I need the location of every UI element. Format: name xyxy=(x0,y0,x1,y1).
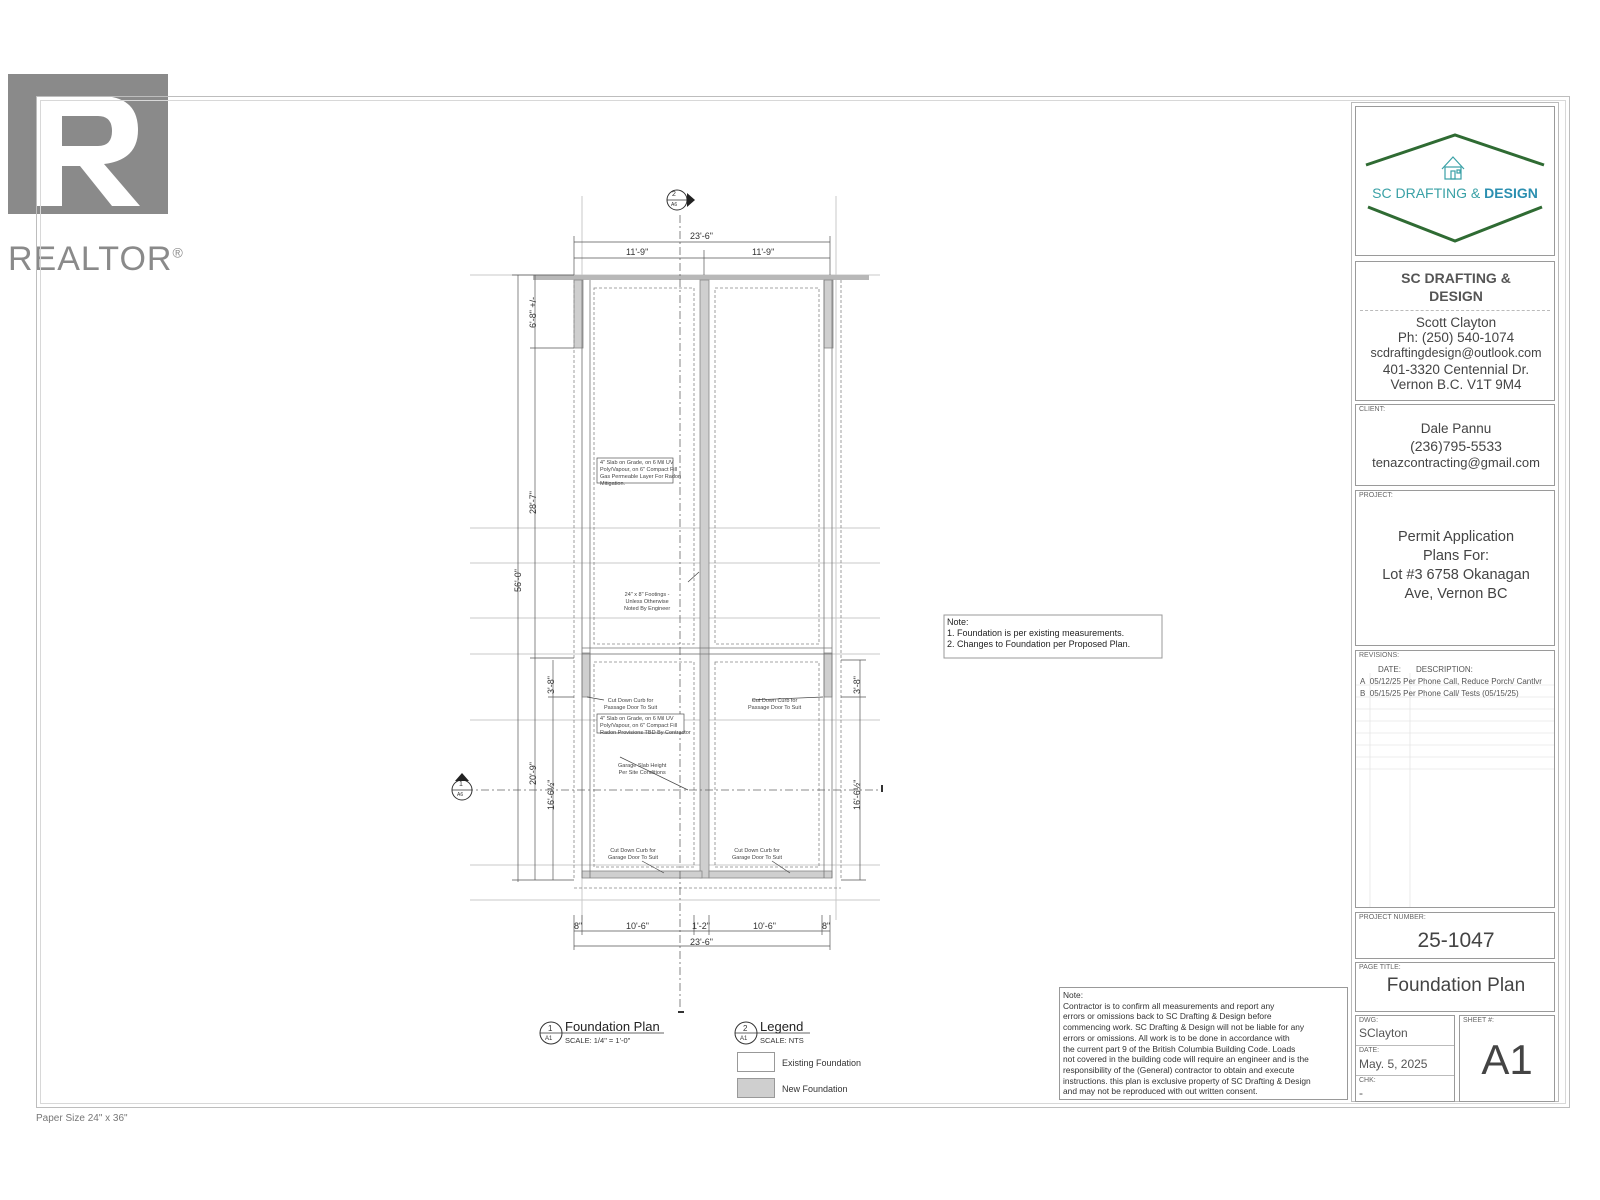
dim-left-small: 3'-8" xyxy=(546,676,556,694)
realtor-wordmark: REALTOR® xyxy=(8,240,184,278)
title-block-sheet: SHEET #: A1 xyxy=(1459,1015,1555,1102)
project-line3: Lot #3 6758 Okanagan xyxy=(1382,567,1530,583)
revision-row-a: A 05/12/25 Per Phone Call, Reduce Porch/ Cantlvr xyxy=(1360,677,1542,686)
page-title-value: Foundation Plan xyxy=(1386,975,1526,996)
callout-legend-scale: SCALE: NTS xyxy=(760,1036,804,1045)
house-logo-icon xyxy=(1442,157,1464,179)
label-curb-passage-right: Cut Down Curb for Passage Door To Suit xyxy=(748,698,802,711)
dim-left-upper: 6'-8" +/- xyxy=(528,296,538,328)
callout-foundation-num: 1 xyxy=(548,1024,553,1033)
client-name: Dale Pannu xyxy=(1420,421,1492,436)
dim-bottom-total: 23'-6" xyxy=(690,937,713,947)
callout-legend-num: 2 xyxy=(743,1024,748,1033)
label-curb-passage-left: Cut Down Curb for Passage Door To Suit xyxy=(604,698,658,711)
legend-label-new: New Foundation xyxy=(782,1084,848,1094)
title-block-client: CLIENT: Dale Pannu (236)795-5533 tenazcontracting@gmail.com xyxy=(1355,404,1555,486)
title-block-page-title: PAGE TITLE: Foundation Plan xyxy=(1355,962,1555,1012)
dim-left-bottom: 16'-6½" xyxy=(546,779,556,810)
title-block-firm xyxy=(1355,261,1555,401)
firm-name-line2: DESIGN xyxy=(1429,288,1483,304)
project-line2: Plans For: xyxy=(1422,548,1490,564)
dwg-value: SClayton xyxy=(1359,1026,1408,1040)
sc-drafting-logo xyxy=(1356,107,1554,255)
legend-swatch-new xyxy=(737,1078,775,1098)
plan-note: Note: 1. Foundation is per existing measurements. 2. Changes to Foundation per Proposed Plan. xyxy=(947,617,1131,649)
logo-wordmark: SC DRAFTING & DESIGN xyxy=(1372,185,1538,201)
firm-address2: Vernon B.C. V1T 9M4 xyxy=(1390,377,1522,392)
callout-legend-title: Legend xyxy=(760,1019,804,1034)
revision-row-b: B 05/15/25 Per Phone Call/ Tests (05/15/25) xyxy=(1360,689,1519,698)
section-marker-1-sheet: A6 xyxy=(457,792,464,798)
dim-left-lower: 20'-9" xyxy=(528,762,538,785)
firm-address1: 401-3320 Centennial Dr. xyxy=(1382,362,1530,377)
dim-right-small: 3'-8" xyxy=(852,676,862,694)
client-email: tenazcontracting@gmail.com xyxy=(1372,455,1540,470)
dim-bottom-left: 10'-6" xyxy=(626,921,649,931)
title-block-revisions: REVISIONS: DATE: DESCRIPTION: A 05/12/25 Per Phone Call, Reduce Porch/ Cantlvr B 05/15/25 Per Phone Call/ Tests (05/15/25) xyxy=(1355,650,1555,908)
dim-right-bottom: 16'-6½" xyxy=(852,779,862,810)
dim-bottom-right: 10'-6" xyxy=(753,921,776,931)
title-block-project: PROJECT: Permit Application Plans For: Lot #3 6758 Okanagan Ave, Vernon BC xyxy=(1355,490,1555,646)
dim-top-right: 11'-9" xyxy=(752,247,775,257)
callout-legend-sheet: A1 xyxy=(740,1036,748,1042)
project-number-value: 25-1047 xyxy=(1417,929,1495,952)
sheet-number-value: A1 xyxy=(1481,1036,1533,1083)
label-curb-garage-right: Cut Down Curb for Garage Door To Suit xyxy=(732,848,783,861)
title-block-meta: DWG: SClayton DATE: May. 5, 2025 CHK: - xyxy=(1355,1015,1455,1102)
firm-person: Scott Clayton xyxy=(1415,315,1497,330)
paper-size-label: Paper Size 24" x 36" xyxy=(36,1113,128,1124)
label-slab-upper: 4" Slab on Grade, on 6 Mil UV Poly/Vapour, on 6" Compact Fill Gas Permeable Layer For Radon Mitigation. xyxy=(600,460,682,487)
date-value: May. 5, 2025 xyxy=(1359,1057,1428,1071)
legend-label-existing: Existing Foundation xyxy=(782,1058,862,1068)
revisions-date-header: DATE: xyxy=(1378,665,1401,674)
title-block-logo-cell xyxy=(1355,106,1555,256)
project-line1: Permit Application xyxy=(1397,529,1515,545)
contractor-note: Note: Contractor is to confirm all measurements and report any errors or omissions back to SC Drafting & Design before commencing work. SC Drafting & Design will not be liable for any errors or omissions. All work is to be done in accordance with the current part 9 of the British Columbia Building Code. Loads not covered in the building code will require an engineer and is the responsibility of the (General) contractor to obtain and execute instructions. this plan is exclusive property of SC Drafting & Design and may not be reproduced with out written consent. xyxy=(1059,987,1348,1100)
callout-foundation-scale: SCALE: 1/4" = 1'-0" xyxy=(565,1036,631,1045)
dim-left-overall: 56'-0" xyxy=(513,569,523,592)
revisions-desc-header: DESCRIPTION: xyxy=(1416,665,1473,674)
callout-foundation-title: Foundation Plan xyxy=(565,1019,660,1034)
section-marker-2-sheet: A6 xyxy=(671,202,678,208)
label-slab-lower: 4" Slab on Grade, on 6 Mil UV Poly/Vapour, on 6" Compact Fill Radon Provisions TBD By Contractor xyxy=(600,716,691,736)
section-marker-1-num: 1 xyxy=(459,781,463,788)
firm-phone: Ph: (250) 540-1074 xyxy=(1397,330,1515,345)
client-phone: (236)795-5533 xyxy=(1410,438,1502,454)
dim-bottom-mid: 1'-2" xyxy=(692,921,710,931)
label-curb-garage-left: Cut Down Curb for Garage Door To Suit xyxy=(608,848,659,861)
project-line4: Ave, Vernon BC xyxy=(1404,586,1508,602)
label-footings: 24" x 8" Footings - Unless Otherwise Noted By Engineer xyxy=(624,592,671,612)
firm-email: scdraftingdesign@outlook.com xyxy=(1370,346,1542,360)
dim-left-mid: 28'-7" xyxy=(528,491,538,514)
label-garage-slab: Garage Slab Height Per Site Conditions xyxy=(618,763,667,776)
dim-top-total: 23'-6" xyxy=(690,231,713,241)
dim-bottom-right-small: 8" xyxy=(822,921,831,931)
callout-foundation-sheet: A1 xyxy=(545,1036,553,1042)
chk-value: - xyxy=(1359,1086,1363,1100)
legend-swatch-existing xyxy=(737,1052,775,1072)
dim-top-left: 11'-9" xyxy=(626,247,649,257)
section-marker-2-num: 2 xyxy=(672,191,676,198)
dim-bottom-left-small: 8" xyxy=(574,921,583,931)
title-block-project-number: PROJECT NUMBER: 25-1047 xyxy=(1355,912,1555,959)
firm-name-line1: SC DRAFTING & xyxy=(1401,270,1511,286)
